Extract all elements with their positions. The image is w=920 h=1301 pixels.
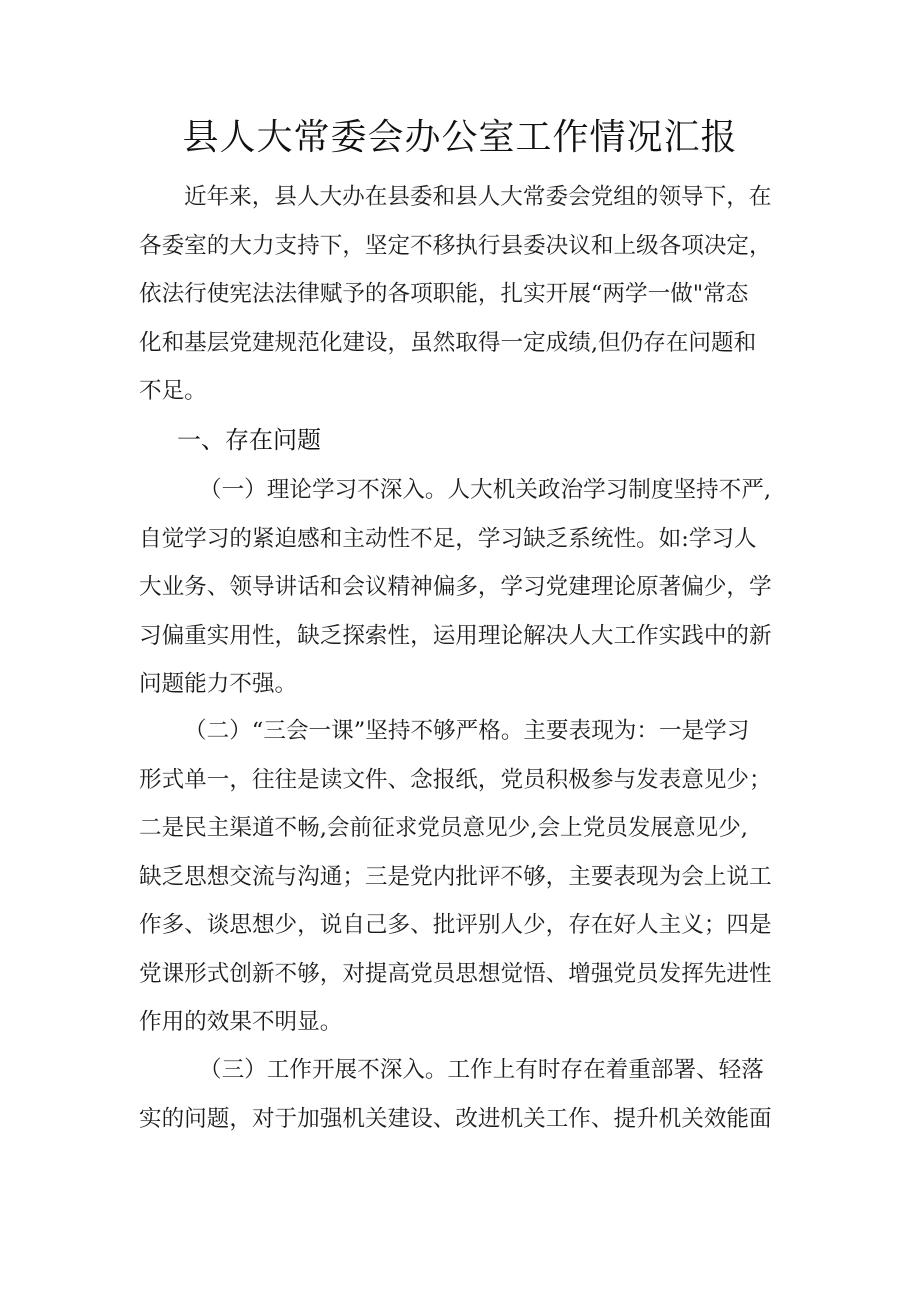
text-line: 习偏重实用性，缺乏探索性，运用理论解决人大工作实践中的新: [139, 622, 772, 649]
item-paragraph-3: [139, 1046, 789, 1143]
item-paragraph-2: [139, 707, 789, 1047]
document-title: 县人大常委会办公室工作情况汇报: [182, 117, 738, 158]
section-heading: 一、存在问题: [177, 426, 321, 454]
text-line: 依法行使宪法法律赋予的各项职能，扎实开展“两学一做"常态: [139, 281, 749, 307]
text-line: 问题能力不强。: [139, 671, 298, 697]
text-line: 形式单一，往往是读文件、念报纸，党员积极参与发表意见少；: [139, 766, 772, 793]
text-line: 近年来，县人大办在县委和县人大常委会党组的领导下，在: [184, 184, 772, 210]
text-line: 二是民主渠道不畅,会前征求党员意见少,会上党员发展意见少,: [139, 815, 748, 841]
text-line: 不足。: [139, 378, 207, 404]
text-line: 自觉学习的紧迫感和主动性不足，学习缺乏系统性。如:学习人: [139, 525, 757, 552]
text-line: 化和基层党建规范化建设，虽然取得一定成绩,但仍存在问题和: [139, 329, 757, 356]
text-line: 各委室的大力支持下，坚定不移执行县委决议和上级各项决定，: [139, 232, 772, 259]
item-paragraph-1: [139, 466, 789, 709]
text-line: （二）“三会一课”坚持不够严格。主要表现为：一是学习: [184, 718, 750, 744]
text-line: 缺乏思想交流与沟通；三是党内批评不够，主要表现为会上说工: [139, 863, 772, 890]
text-line: （三）工作开展不深入。工作上有时存在着重部署、轻落: [199, 1057, 764, 1083]
text-line: 实的问题，对于加强机关建设、改进机关工作、提升机关效能面: [139, 1105, 772, 1132]
text-line: 作用的效果不明显。: [139, 1009, 343, 1035]
text-line: （一）理论学习不深入。人大机关政治学习制度坚持不严,: [199, 477, 772, 503]
text-line: 作多、谈思想少，说自己多、批评别人少，存在好人主义；四是: [139, 912, 772, 938]
intro-paragraph: [139, 173, 789, 416]
text-line: 党课形式创新不够，对提高党员思想觉悟、增强党员发挥先进性: [139, 960, 772, 987]
text-line: 大业务、领导讲话和会议精神偏多，学习党建理论原著偏少，学: [139, 574, 772, 600]
